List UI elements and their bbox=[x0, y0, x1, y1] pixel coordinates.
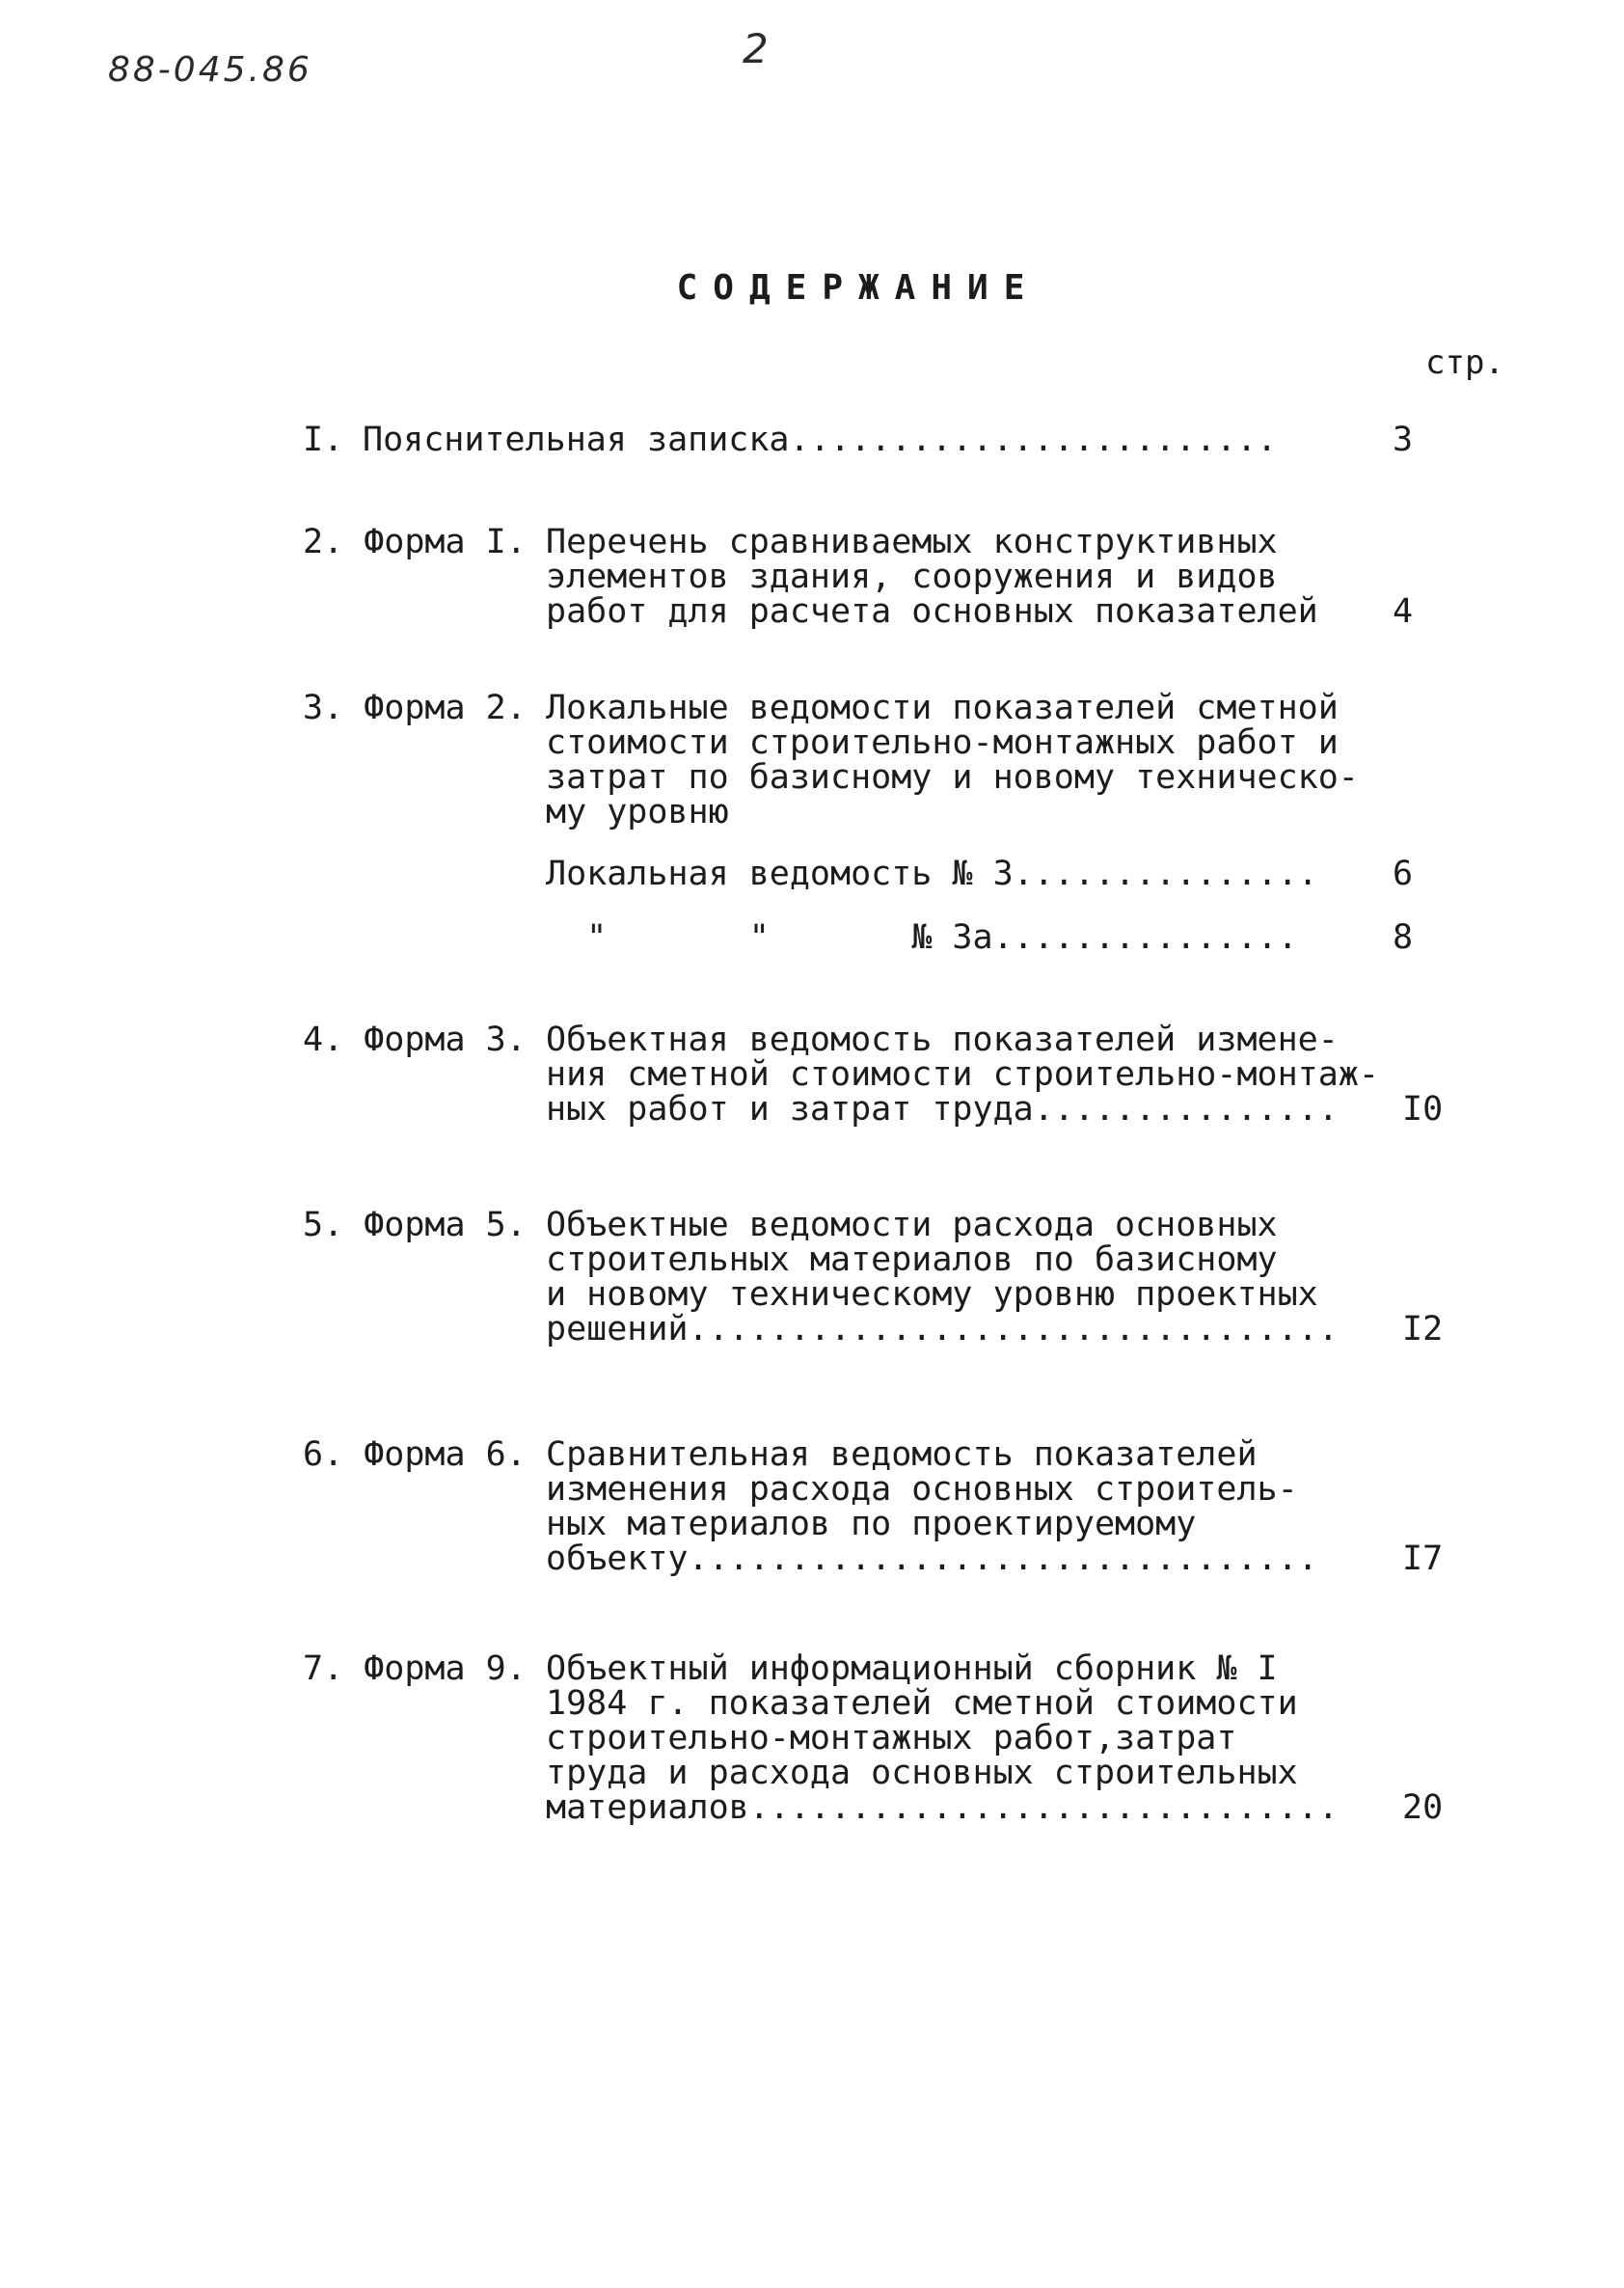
toc-entry-3-line-2: стоимости строительно-монтажных работ и bbox=[546, 723, 1339, 762]
toc-entry-7-line-5: материалов............................. bbox=[546, 1788, 1339, 1827]
toc-entry-7-line-3: строительно-монтажных работ,затрат bbox=[546, 1719, 1237, 1757]
toc-entry-4-line-1: Объектная ведомость показателей измене- bbox=[546, 1021, 1339, 1059]
toc-entry-7-line-4: труда и расхода основных строительных bbox=[546, 1754, 1298, 1792]
toc-entry-1-page: 3 bbox=[1393, 421, 1414, 459]
toc-entry-6-line-4: объекту............................... bbox=[546, 1539, 1318, 1578]
toc-entry-1-line-1: Пояснительная записка........................ bbox=[363, 421, 1278, 459]
toc-entry-1-prefix: I. bbox=[303, 421, 365, 459]
page-number: 2 bbox=[743, 25, 769, 72]
toc-entry-5-line-1: Объектные ведомости расхода основных bbox=[546, 1206, 1278, 1244]
toc-entry-6-line-3: ных материалов по проектируемому bbox=[546, 1505, 1197, 1543]
toc-entry-6-line-2: изменения расхода основных строитель- bbox=[546, 1470, 1298, 1509]
page-column-label: стр. bbox=[1425, 343, 1504, 382]
toc-subentry-3-2: " " № 3а............... bbox=[546, 918, 1298, 957]
toc-entry-2-prefix: 2. Форма I. bbox=[303, 523, 547, 561]
toc-entry-3-line-3: затрат по базисному и новому техническо- bbox=[546, 758, 1359, 797]
toc-entry-7-prefix: 7. Форма 9. bbox=[303, 1649, 547, 1688]
toc-title: СОДЕРЖАНИЕ bbox=[676, 268, 1041, 308]
toc-entry-2-line-2: элементов здания, сооружения и видов bbox=[546, 558, 1278, 596]
toc-entry-5-line-2: строительных материалов по базисному bbox=[546, 1240, 1278, 1279]
toc-entry-4-line-3: ных работ и затрат труда............... bbox=[546, 1090, 1339, 1129]
toc-entry-2-line-3: работ для расчета основных показателей bbox=[546, 592, 1318, 631]
toc-subentry-3-2-page: 8 bbox=[1393, 918, 1414, 957]
toc-subentry-3-1: Локальная ведомость № 3............... bbox=[546, 855, 1318, 893]
toc-subentry-3-1-page: 6 bbox=[1393, 855, 1414, 893]
toc-entry-4-prefix: 4. Форма 3. bbox=[303, 1021, 547, 1059]
toc-entry-5-page: I2 bbox=[1402, 1310, 1444, 1348]
toc-entry-7-page: 20 bbox=[1402, 1788, 1444, 1827]
toc-entry-2-page: 4 bbox=[1393, 592, 1414, 631]
toc-entry-5-prefix: 5. Форма 5. bbox=[303, 1206, 547, 1244]
toc-entry-3-line-1: Локальные ведомости показателей сметной bbox=[546, 689, 1339, 727]
toc-entry-6-line-1: Сравнительная ведомость показателей bbox=[546, 1435, 1258, 1474]
toc-entry-3-line-4: му уровню bbox=[546, 793, 729, 831]
toc-entry-4-line-2: ния сметной стоимости строительно-монтаж- bbox=[546, 1055, 1379, 1094]
toc-entry-3-prefix: 3. Форма 2. bbox=[303, 689, 547, 727]
toc-entry-2-line-1: Перечень сравниваемых конструктивных bbox=[546, 523, 1278, 561]
toc-entry-4-page: I0 bbox=[1402, 1090, 1444, 1129]
toc-entry-5-line-4: решений................................ bbox=[546, 1310, 1339, 1348]
toc-entry-6-page: I7 bbox=[1402, 1539, 1444, 1578]
toc-entry-7-line-1: Объектный информационный сборник № I bbox=[546, 1649, 1278, 1688]
toc-entry-7-line-2: 1984 г. показателей сметной стоимости bbox=[546, 1684, 1298, 1723]
toc-entry-6-prefix: 6. Форма 6. bbox=[303, 1435, 547, 1474]
document-code: 88-045.86 bbox=[108, 50, 312, 90]
toc-entry-5-line-3: и новому техническому уровню проектных bbox=[546, 1275, 1318, 1314]
